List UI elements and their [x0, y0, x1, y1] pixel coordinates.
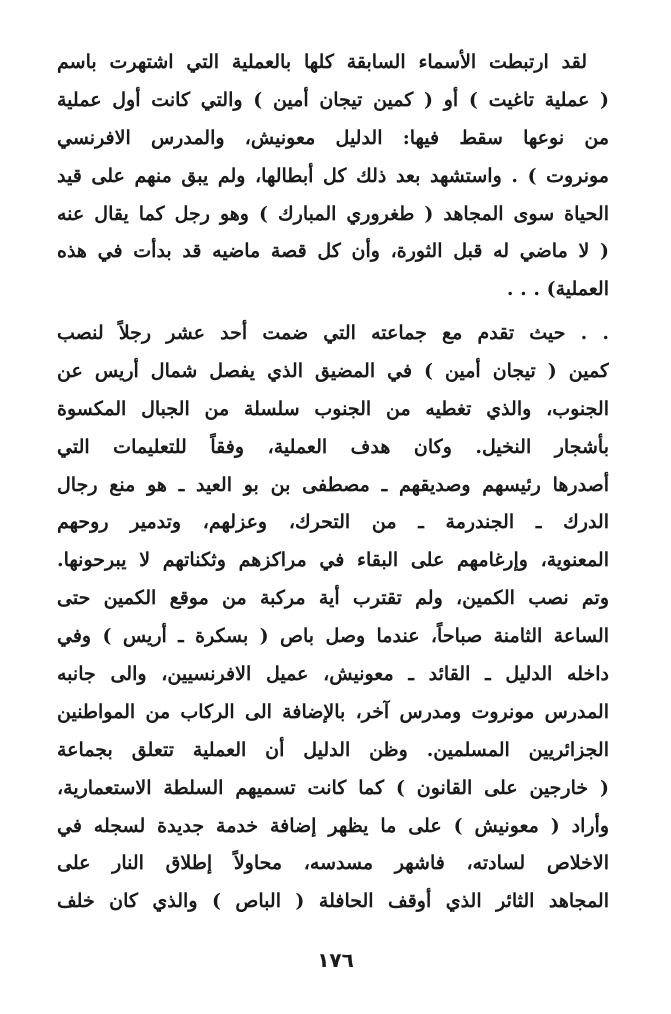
text-line: مونروت ) . واستشهد بعد ذلك كل أبطالها، ولم يبق منهم على قيد — [57, 164, 609, 187]
text-line: ( لا ماضي له قبل الثورة، وأن كل قصة ماضيه قد بدأت في هذه — [57, 240, 609, 263]
text-line: داخله الدليل ـ القائد ـ معونيش، عميل الافرنسيين، والى جانبه — [57, 663, 609, 686]
text-line: . . حيث تقدم مع جماعته التي ضمت أحد عشر رجلاً لنصب — [57, 322, 609, 344]
text-line: الساعة الثامنة صباحاً، عندما وصل باص ( بسكرة ـ أريس ) وفي — [57, 625, 609, 648]
text-line: المعنوية، وإرغامهم على البقاء في مراكزهم وثكناتهم لا يبرحونها. — [57, 549, 609, 572]
text-line: وأراد ( معونيش ) على ما يظهر إضافة خدمة جديدة لسجله في — [57, 814, 609, 837]
text-line: من نوعها سقط فيها: الدليل معونيش، والمدرس الافرنسي — [57, 126, 609, 149]
paragraph-2 — [57, 315, 609, 921]
text-line: المجاهد الثائر الذي أوقف الحافلة ( الباص ) والذي كان خلف — [57, 890, 609, 913]
text-line: الاخلاص لسادته، فاشهر مسدسه، محاولاً إطلاق النار على — [57, 852, 609, 875]
text-line: ( خارجين على القانون ) كما كانت تسميهم السلطة الاستعمارية، — [57, 776, 609, 799]
text-line: الدرك ـ الجندرمة ـ من التحرك، وعزلهم، وتدمير روحهم — [57, 511, 609, 534]
text-line: الجنوب، والذي تغطيه من الجنوب سلسلة من الجبال المكسوة — [57, 397, 609, 420]
paragraph-1 — [57, 44, 609, 309]
text-line: الجزائريين المسلمين. وظن الدليل أن العملية تتعلق بجماعة — [57, 738, 609, 761]
text-line: الحياة سوى المجاهد ( طغروري المبارك ) وهو رجل كما يقال عنه — [57, 202, 609, 225]
text-line: كمين ( تيجان أمين ) في المضيق الذي يفصل شمال أريس عن — [57, 359, 609, 382]
text-line: بأشجار النخيل. وكان هدف العملية، وفقاً للتعليمات التي — [57, 435, 609, 458]
text-line: وتم نصب الكمين، ولم تقترب أية مركبة من موقع الكمين حتى — [57, 587, 609, 610]
text-line: لقد ارتبطت الأسماء السابقة كلها بالعملية التي اشتهرت باسم — [57, 51, 587, 73]
page-number: ١٧٦ — [317, 948, 354, 972]
text-line: ( عملية تاغيت ) أو ( كمين تيجان أمين ) والتي كانت أول عملية — [57, 88, 609, 111]
text-line: المدرس مونروت ومدرس آخر، بالإضافة الى الركاب من المواطنين — [57, 700, 609, 723]
text-line: العملية) . . . — [506, 278, 609, 301]
text-line: أصدرها رئيسهم وصديقهم ـ مصطفى بن بو العيد ـ هو منع رجال — [57, 473, 609, 496]
